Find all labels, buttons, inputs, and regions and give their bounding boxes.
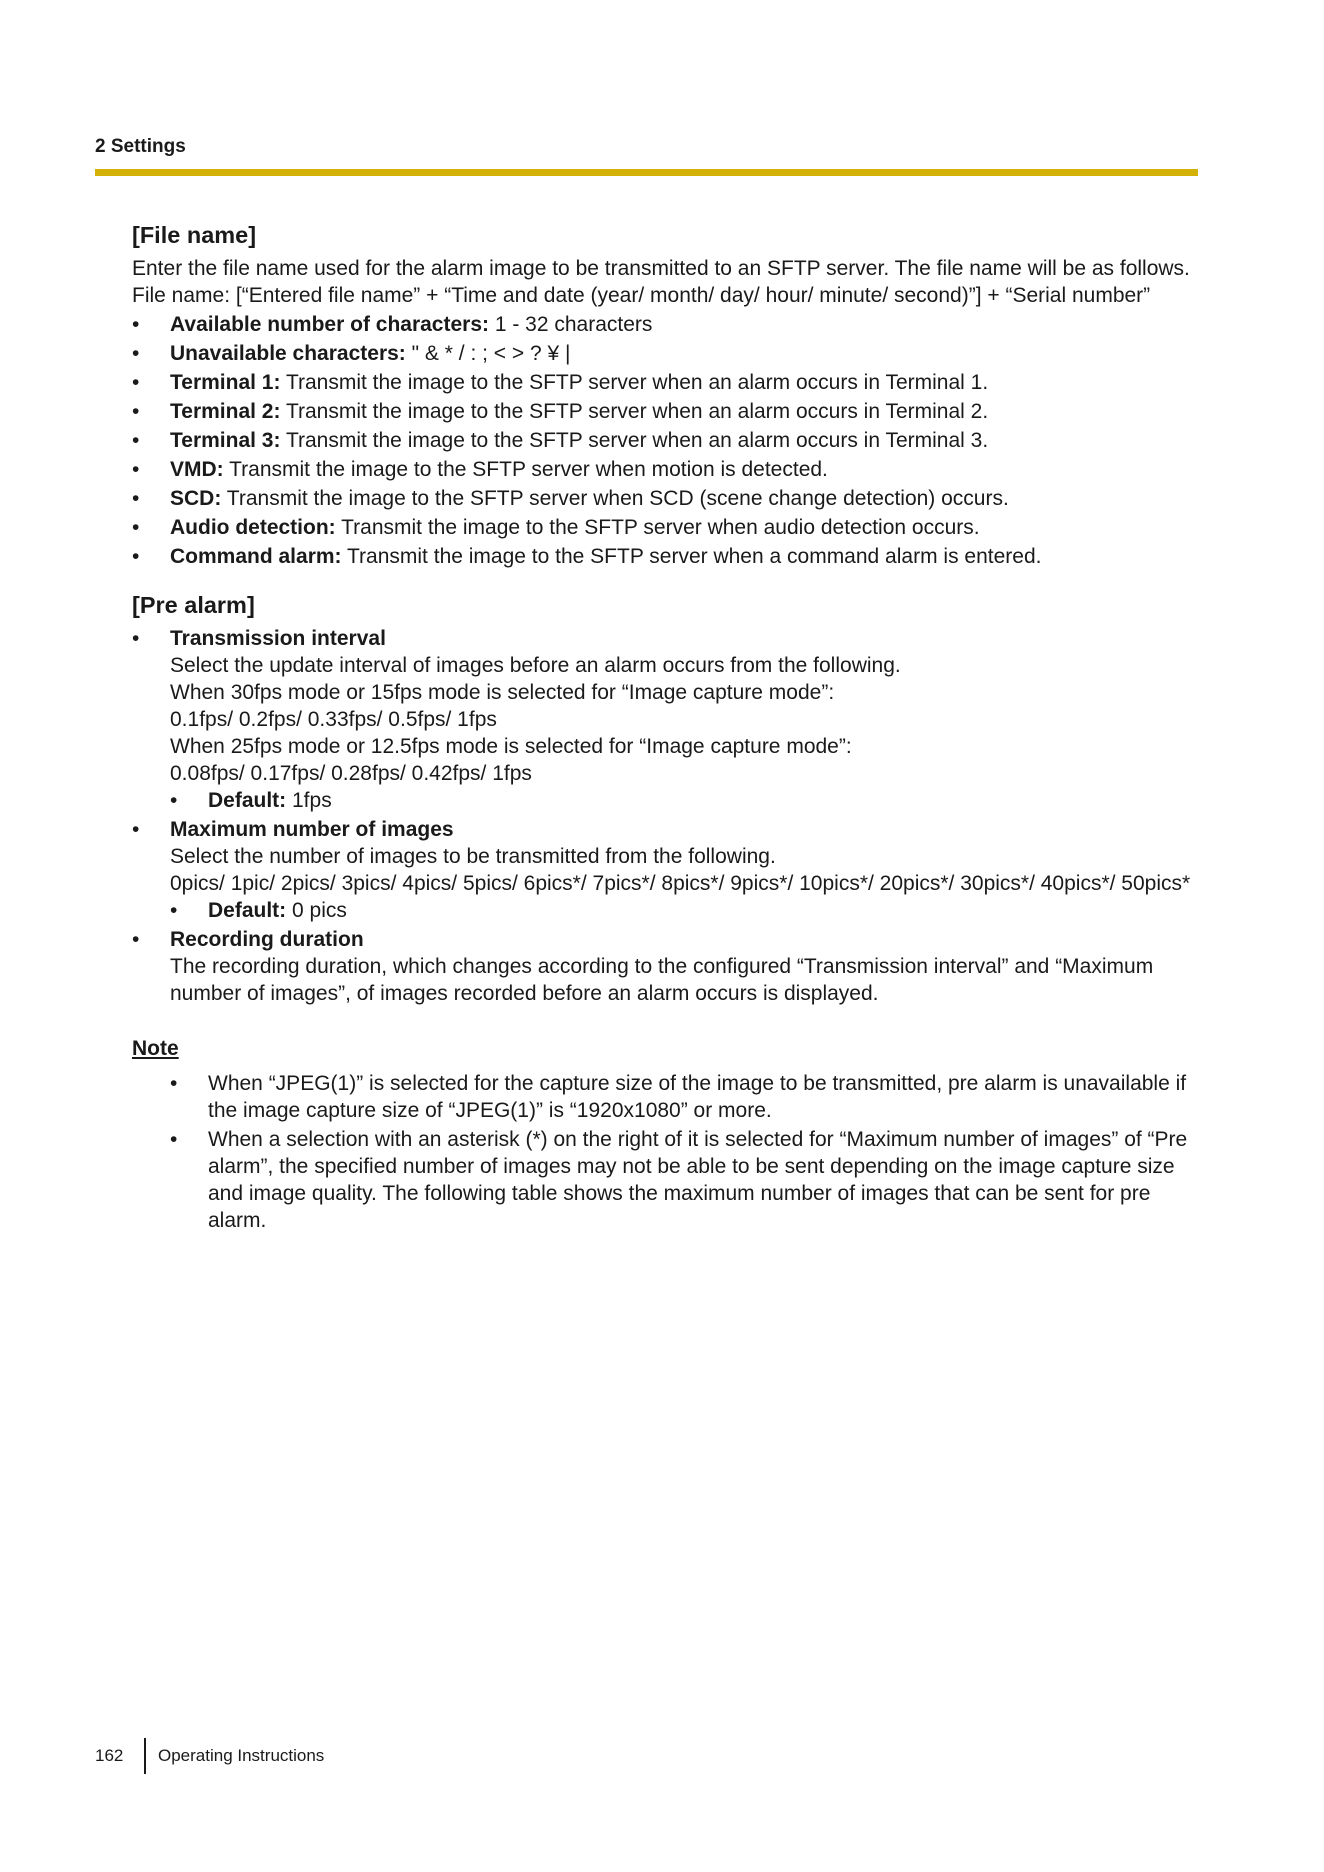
transmission-interval-default [170,787,1202,814]
note-list [170,1070,1202,1234]
max-images-item: • Maximum number of images Select the number of images to be transmitted from the following. 0pics/ 1pic/ 2pics/ 3pics/ 4pics/ 5pics/ 6pics*/ 7pics*/ 8pics*/ 9pics*/ 10pics*/ 20pics*/ 30pics*/ 40pics*/ 50pics* • Default: 0 pics [132,816,1202,924]
note-title: Note [132,1037,179,1060]
pre-alarm-list [132,625,1202,1007]
file-name-intro: Enter the file name used for the alarm image to be transmitted to an SFTP server. The file name will be as follows. [132,257,1190,280]
file-name-list [132,311,1202,570]
header-rule [95,169,1198,176]
max-images-default [170,897,1202,924]
list-item: • Command alarm: Transmit the image to the SFTP server when a command alarm is entered. [132,543,1202,570]
list-item: • Audio detection: Transmit the image to the SFTP server when audio detection occurs. [132,514,1202,541]
list-item: • When “JPEG(1)” is selected for the capture size of the image to be transmitted, pre alarm is unavailable if the image capture size of “JPEG(1)” is “1920x1080” or more. [170,1070,1202,1124]
list-item: • Available number of characters: 1 - 32 characters [132,311,1202,338]
list-item: • SCD: Transmit the image to the SFTP server when SCD (scene change detection) occurs. [132,485,1202,512]
pre-alarm-heading: [Pre alarm] [132,592,255,618]
footer-doc-title: Operating Instructions [158,1746,325,1765]
recording-duration-item: • Recording duration The recording duration, which changes according to the configured “Transmission interval” and “Maximum number of images”, of images recorded before an alarm occurs is displayed. [132,926,1202,1007]
list-item: • Terminal 2: Transmit the image to the SFTP server when an alarm occurs in Terminal 2. [132,398,1202,425]
list-item: • Default: 0 pics [170,897,1202,924]
footer-divider [144,1738,146,1774]
page-number: 162 [95,1746,124,1765]
page-content [132,220,1202,1236]
transmission-interval-item: • Transmission interval Select the update interval of images before an alarm occurs from the following. When 30fps mode or 15fps mode is selected for “Image capture mode”: 0.1fps/ 0.2fps/ 0.33fps/ 0.5fps/ 1fps When 25fps mode or 12.5fps mode is selected for “Image capture mode”: 0.08fps/ 0.17fps/ 0.28fps/ 0.42fps/ 1fps • Default: 1fps [132,625,1202,814]
list-item: • VMD: Transmit the image to the SFTP server when motion is detected. [132,456,1202,483]
list-item: • Unavailable characters: " & * / : ; < > ? ¥ | [132,340,1202,367]
list-item: • Terminal 3: Transmit the image to the SFTP server when an alarm occurs in Terminal 3. [132,427,1202,454]
list-item: • Default: 1fps [170,787,1202,814]
list-item: • When a selection with an asterisk (*) on the right of it is selected for “Maximum number of images” of “Pre alarm”, the specified number of images may not be able to be sent depending on the image capture size and image quality. The following table shows the maximum number of images that can be sent for pre alarm. [170,1126,1202,1234]
page-section-header: 2 Settings [95,136,186,157]
list-item: • Terminal 1: Transmit the image to the SFTP server when an alarm occurs in Terminal 1. [132,369,1202,396]
file-name-format: File name: [“Entered file name” + “Time and date (year/ month/ day/ hour/ minute/ second)”] + “Serial number” [132,284,1151,307]
file-name-heading: [File name] [132,222,257,248]
